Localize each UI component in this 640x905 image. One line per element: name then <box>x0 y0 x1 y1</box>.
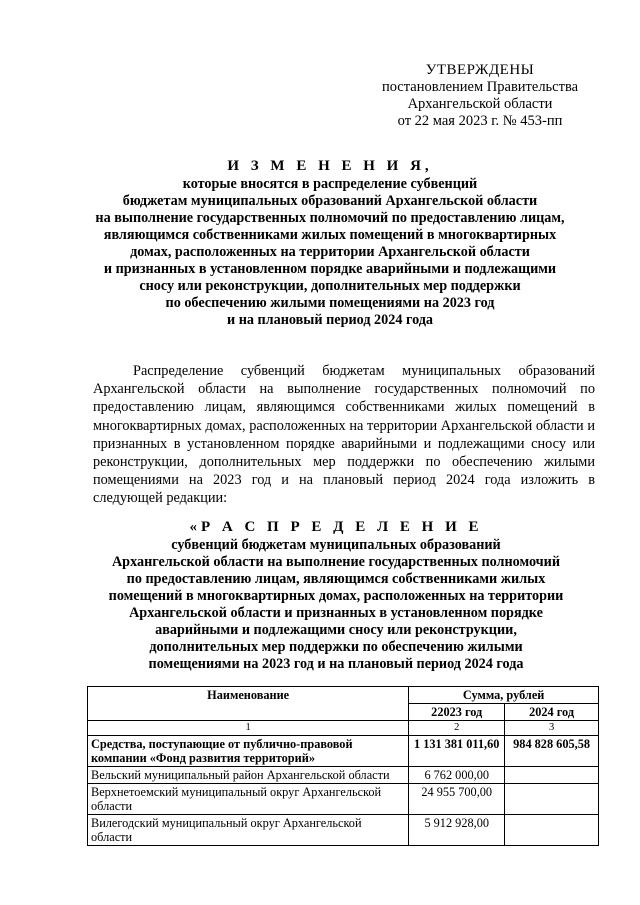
row-amount-2023: 24 955 700,00 <box>409 784 505 815</box>
row-name: Верхнетоемский муниципальный округ Архангельской области <box>88 784 409 815</box>
changes-line: домах, расположенных на территории Архангельской области <box>130 244 530 260</box>
approval-line: от 22 мая 2023 г. № 453-пп <box>397 113 563 129</box>
column-number: 2 <box>409 721 505 736</box>
row-name: Средства, поступающие от публично-правовой компании «Фонд развития территорий» <box>88 736 409 767</box>
approval-heading: УТВЕРЖДЕНЫ <box>425 62 535 78</box>
table-header-row <box>88 687 599 704</box>
column-number: 3 <box>505 721 599 736</box>
changes-line: на выполнение государственных полномочий по предоставлению лицам, <box>95 210 565 226</box>
row-amount-2023: 1 131 381 011,60 <box>409 736 505 767</box>
changes-line: бюджетам муниципальных образований Архангельской области <box>122 193 538 209</box>
distribution-line: помещениями на 2023 год и на плановый период 2024 года <box>148 656 524 672</box>
column-number-row <box>88 721 599 736</box>
approval-line: Архангельской области <box>407 96 553 112</box>
changes-line: и на плановый период 2024 года <box>226 312 434 328</box>
table-row <box>88 815 599 846</box>
changes-heading: И З М Е Н Е Н И Я, <box>227 158 433 174</box>
row-amount-2024 <box>505 815 599 846</box>
changes-title-block <box>80 158 580 329</box>
changes-line: сносу или реконструкции, дополнительных мер поддержки <box>139 278 521 294</box>
row-amount-2023: 5 912 928,00 <box>409 815 505 846</box>
row-amount-2024 <box>505 767 599 784</box>
distribution-line: дополнительных мер поддержки по обеспечению жилыми <box>149 639 523 655</box>
row-name: Вельский муниципальный район Архангельской области <box>88 767 409 784</box>
body-paragraph: Распределение субвенций бюджетам муниципальных образований Архангельской области на выполнение государственных полномочий по предоставлению лицам, являющимся собственниками жилых помещений в многоквартирных домах, расположенных на территории Архангельской области и признанных в установленном порядке аварийными и подлежащими сносу или реконструкции, дополнительных мер поддержки по обеспечению жилыми помещениями на 2023 год и на плановый период 2024 года изложить в следующей редакции: <box>93 363 595 507</box>
header-sum: Сумма, рублей <box>409 687 599 704</box>
distribution-line: по предоставлению лицам, являющимся собственниками жилых <box>126 571 546 587</box>
distribution-line: Архангельской области и признанных в установленном порядке <box>129 605 543 621</box>
changes-line: которые вносятся в распределение субвенций <box>182 176 478 192</box>
body-text <box>93 362 595 508</box>
row-amount-2023: 6 762 000,00 <box>409 767 505 784</box>
changes-line: являющимся собственниками жилых помещений в многоквартирных <box>103 227 557 243</box>
row-name: Вилегодский муниципальный округ Архангельской области <box>88 815 409 846</box>
distribution-line: помещений в многоквартирных домах, расположенных на территории <box>108 588 564 604</box>
header-year-2024: 2024 год <box>505 704 599 721</box>
changes-line: по обеспечению жилыми помещениями на 2023 год <box>165 295 495 311</box>
column-number: 1 <box>88 721 409 736</box>
table-row <box>88 767 599 784</box>
table-row <box>88 784 599 815</box>
changes-line: и признанных в установленном порядке аварийными и подлежащими <box>103 261 557 277</box>
header-year-2023: 22023 год <box>409 704 505 721</box>
distribution-heading: «Р А С П Р Е Д Е Л Е Н И Е <box>189 519 483 535</box>
approval-block <box>360 62 600 130</box>
distribution-line: аварийными и подлежащими сносу или реконструкции, <box>155 622 517 638</box>
row-amount-2024 <box>505 784 599 815</box>
distribution-line: Архангельской области на выполнение государственных полномочий <box>111 554 561 570</box>
distribution-title-block <box>80 519 592 673</box>
approval-line: постановлением Правительства <box>381 79 579 95</box>
distribution-line: субвенций бюджетам муниципальных образований <box>171 537 501 553</box>
table-row <box>88 736 599 767</box>
row-amount-2024: 984 828 605,58 <box>505 736 599 767</box>
header-name: Наименование <box>88 687 409 721</box>
distribution-table <box>87 686 599 846</box>
